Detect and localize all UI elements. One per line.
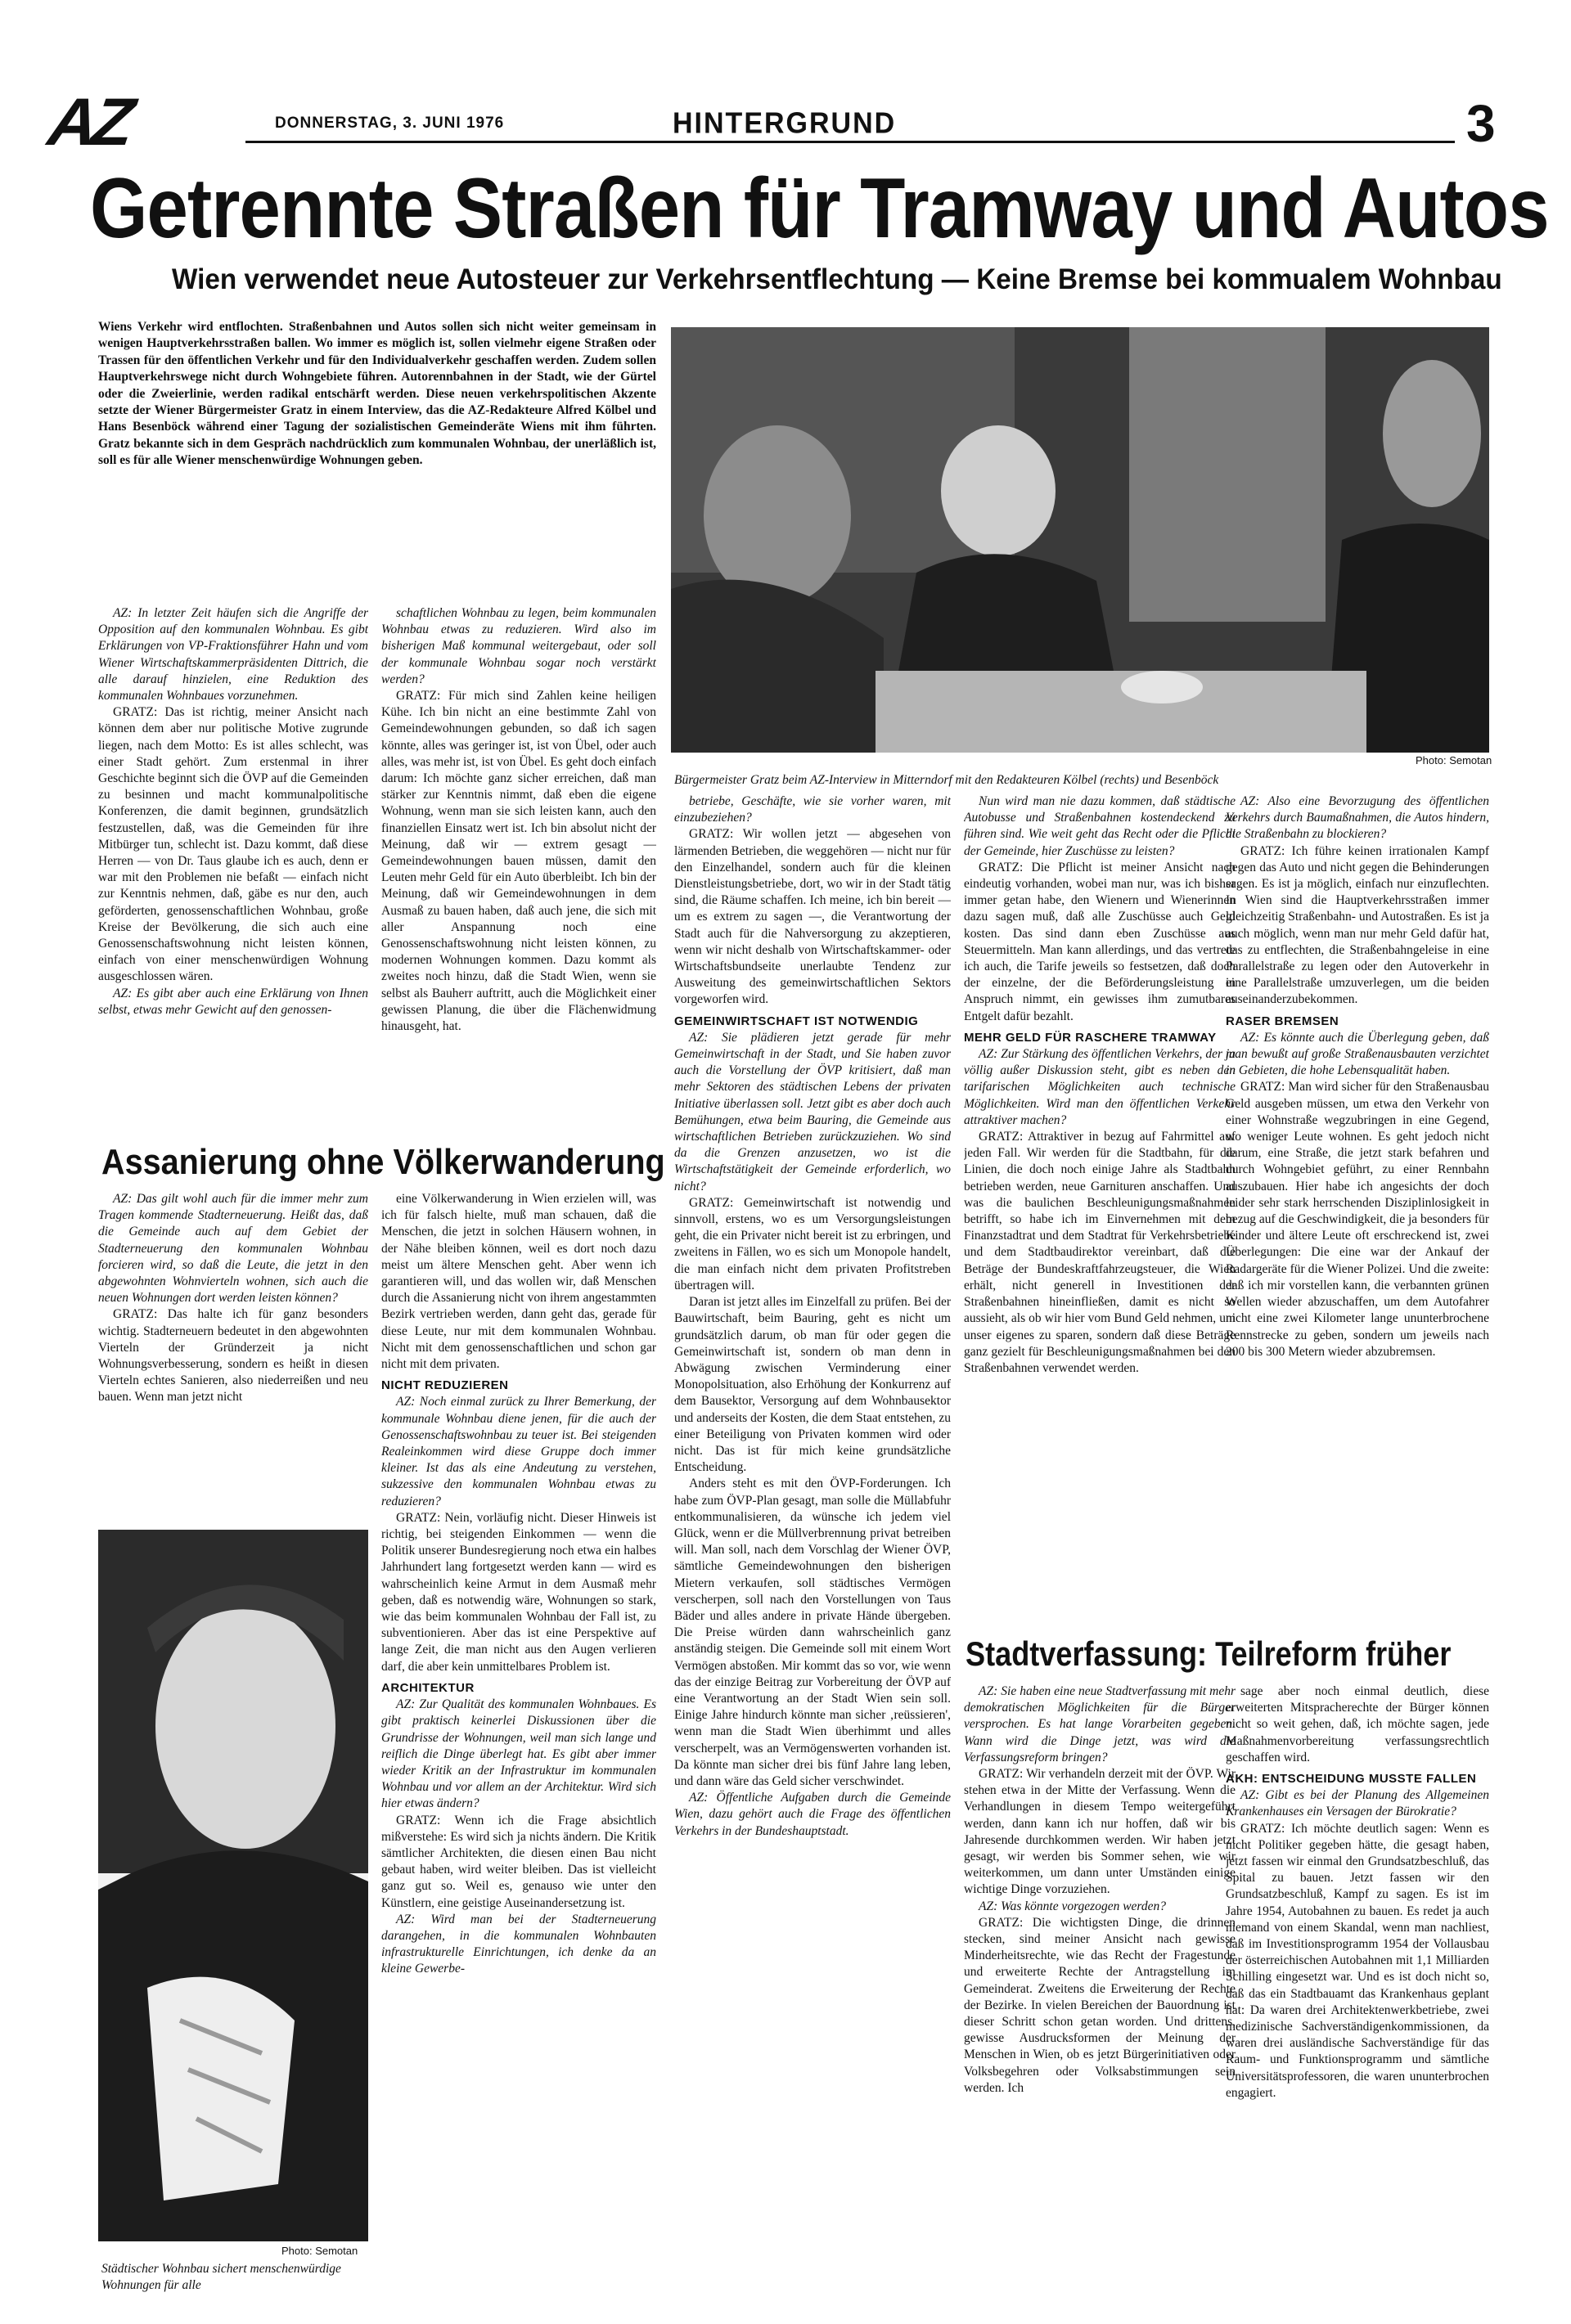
paragraph: AZ: Das gilt wohl auch für die immer mehr zum Tragen kommende Stadterneuerung. Heißt das, daß die Gemeinde auch auf dem Gebiet der Stadterneuerung den kommunalen Wohnbau forcieren wird, so daß die Leute, die jetzt in den abgewohnten Wohnvierteln wohnen, sich auch die neuen Wohnungen dort werden leisten können? — [98, 1192, 368, 1306]
subheading: ARCHITEKTUR — [381, 1680, 475, 1695]
paragraph: AZ: Zur Qualität des kommunalen Wohnbaues. Es gibt praktisch keinerlei Diskussionen über die Grundrisse der Wohnungen, weil man sich lange und reiflich die Dinge überlegt hat. Es gibt aber immer wieder Kritik an der Infrastruktur im kommunalen Wohnbau und vor allem an der Architektur. Wird sich hier etwas ändern? — [381, 1697, 656, 1811]
portrait-photo-image — [98, 1530, 368, 2241]
interview-photo-image — [671, 327, 1489, 753]
issue-date: DONNERSTAG, 3. JUNI 1976 — [275, 115, 505, 132]
column-1 — [98, 605, 368, 1137]
paragraph: AZ: In letzter Zeit häufen sich die Angriffe der Opposition auf den kommunalen Wohnbau. Es gibt Erklärungen von VP-Fraktionsführer Hahn und vom Wiener Wirtschaftskammerpräsidenten Dittrich, die alle darauf hinzielen, eine Reduktion des kommunalen Wohnbaues vorzunehmen. — [98, 606, 368, 703]
column-2 — [381, 605, 656, 1137]
section2-column-1 — [98, 1191, 368, 1535]
az-logo: AZ — [43, 85, 134, 160]
paragraph: AZ: Also eine Bevorzugung des öffentlichen Verkehrs durch Baumaßnahmen, die Autos hindern, die Straßenbahn zu blockieren? — [1226, 794, 1489, 842]
page-number: 3 — [1466, 94, 1496, 153]
paragraph: GRATZ: Ich führe keinen irrationalen Kampf gegen das Auto und nicht gegen die Behinderungen sagen. Es ist ja möglich, einfach nur einzuflechten. In Wien sind die Hauptverkehrsstraßen immer gleichzeitig Straßenbahn- und Autostraßen. Es ist ja auch möglich, wenn man nur mehr Geld dafür hat, das zu entflechten, die Straßenbahngeleise in eine Parallelstraße zu legen oder den Autoverkehr in eine Parallelstraße umzuverlegen, um die beiden auseinanderzubekommen. — [1226, 843, 1489, 1007]
main-photo-caption: Bürgermeister Gratz beim AZ-Interview in Mitterndorf mit den Redakteuren Kölbel (rechts) und Besenböck — [674, 773, 1219, 787]
paragraph: GRATZ: Ich möchte deutlich sagen: Wenn es nicht Politiker gegeben hätte, die gesagt haben, jetzt fassen wir einmal den Grundsatzbeschluß, das Spital zu bauen. Jetzt fassen wir den Grundsatzbeschluß, Kampf zu sagen. Es ist im Jahre 1954, Autobahnen zu bauen. Es redet ja auch niemand von einem Skandal, wenn man nachliest, daß im Investitionsprogramm 1954 der Vollausbau der österreichischen Autobahnen mit 1,1 Milliarden Schilling eingesetzt war. Und es ist doch nicht so, daß das ein Stadtbauamt das Krankenhaus geplant hat: Da waren drei Architektenwerkbetriebe, zwei medizinische Sachverständigenkommissionen, da waren drei ausländische Sachverständige für das Raum- und Funktionsprogramm und sämtliche Universitätsprofessoren, die waren ununterbrochen engagiert. — [1226, 1821, 1489, 2100]
masthead-rule — [245, 141, 1455, 143]
section-name: HINTERGRUND — [673, 107, 897, 140]
paragraph: GRATZ: Gemeinwirtschaft ist notwendig und sinnvoll, erstens, wo es um Versorgungsleistungen geht, die ein Privater nicht bereit ist zu erbringen, und zweitens in Fällen, wo es sich um Monopole handelt, die man einfach nicht dem privaten Profitstreben übertragen will. — [674, 1195, 951, 1292]
interview-photo — [671, 327, 1489, 753]
subheading: RASER BREMSEN — [1226, 1014, 1339, 1028]
section3-column-1 — [964, 1683, 1236, 2289]
subheading: AKH: ENTSCHEIDUNG MUSSTE FALLEN — [1226, 1772, 1477, 1787]
subheadline: Wien verwendet neue Autosteuer zur Verkehrsentflechtung — Keine Bremse bei kommualem Wohnbau — [172, 263, 1502, 295]
column-4 — [964, 793, 1236, 1628]
portrait-photo — [98, 1530, 368, 2241]
paragraph: AZ: Sie haben eine neue Stadtverfassung mit mehr demokratischen Möglichkeiten für die Bürger versprochen. Es hat lange Vorarbeiten gegeben. Wann wird die Dinge jetzt, was wird die Verfassungsreform bringen? — [964, 1684, 1236, 1764]
paragraph: AZ: Gibt es bei der Planung des Allgemeinen Krankenhauses ein Versagen der Bürokratie? — [1226, 1788, 1489, 1819]
main-photo-credit: Photo: Semotan — [1416, 754, 1492, 766]
paragraph: GRATZ: Man wird sicher für den Straßenausbau Geld ausgeben müssen, um etwa den Verkehr von einer Wohnstraße wegzubringen in eine Gegend, wo weniger Leute wohnen. Es geht jedoch nicht darum, eine Straße, die jetzt stark befahren und durch Wohngebiet geführt, zu einer Rennbahn auszubauen. Hier habe ich angesichts der doch leider sehr stark herrschenden Disziplinlosigkeit in bezug auf die Geschwindigkeit, die ja besonders für Kinder und ältere Leute oft erschreckend ist, zwei Überlegungen: Die eine war der Ankauf der Radargeräte für die Wiener Polizei. Und die zweite: daß ich mir vorstellen kann, die verbannten grünen Wellen wieder abzuschaffen, um dem Autofahrer nicht eine zwei Kilometer lange ununterbrochene Rennstrecke zu geben, sondern um jeweils nach 200 bis 300 Metern wieder abzubremsen. — [1226, 1080, 1489, 1359]
paragraph: GRATZ: Wir verhandeln derzeit mit der ÖVP. Wir stehen etwa in der Mitte der Verfassung. Wenn die Verhandlungen in diesem Tempo weitergeführt werden, dann kann ich nur hoffen, daß wir bis Jahresende durchkommen werden. Wir haben jetzt gesagt, wir werden bis Sommer sehen, wie wir weiterkommen, um dann unter Umständen einige wichtige Dinge vorzuziehen. — [964, 1767, 1236, 1897]
paragraph: betriebe, Geschäfte, wie sie vorher waren, mit einzubeziehen? — [674, 794, 951, 825]
paragraph: AZ: Was könnte vorgezogen werden? — [979, 1899, 1167, 1913]
paragraph: GRATZ: Das halte ich für ganz besonders wichtig. Stadterneuern bedeutet in den abgewohnten Vierteln der Gründerzeit ja nicht Wohnungsverbesserung, sondern es heißt in diesen Vierteln echtes Sanieren, also niederreißen und neu bauen. Wenn man jetzt nicht — [98, 1307, 368, 1405]
headline: Getrennte Straßen für Tramway und Autos — [90, 161, 1549, 256]
paragraph: Daran ist jetzt alles im Einzelfall zu prüfen. Bei der Bauwirtschaft, beim Bauring, geht es nicht um grundsätzlich darum, ob man für oder gegen die Gemeinwirtschaft ist, sondern ob man denn in Abwägung zwischen Verminderung einer Monopolsituation, also Erhöhung der Konkurrenz auf dem Bausektor, Versorgung auf dem Wohnbausektor und anderseits der Kosten, die dem Staat entstehen, zu einer Beteiligung von Privaten kommen wird oder nicht. Das ist für mich keine grundsätzliche Entscheidung. — [674, 1295, 951, 1475]
section-heading-stadtverfassung: Stadtverfassung: Teilreform früher — [966, 1634, 1452, 1673]
paragraph: AZ: Öffentliche Aufgaben durch die Gemeinde Wien, dazu gehört auch die Frage des öffentlichen Verkehrs in der Bundeshauptstadt. — [674, 1791, 951, 1838]
paragraph: eine Völkerwanderung in Wien erzielen will, was ich für falsch hielte, muß man schauen, daß die Menschen, die jetzt in solchen Häusern wohnen, in der Nähe bleiben können, weil es dort noch dazu meist um ältere Menschen geht. Aber wenn ich garantieren will, und das wollen wir, daß Menschen durch die Assanierung nicht von ihrem angestammten Bezirk vertrieben werden, dann geht das, gerade für diese Leute, nur mit dem kommunalen Wohnbau. Nicht mit dem genossenschaftlichen und schon gar nicht mit dem privaten. — [381, 1192, 656, 1372]
paragraph: AZ: Noch einmal zurück zu Ihrer Bemerkung, der kommunale Wohnbau diene jenen, für die auch der Genossenschaftswohnbau zu teuer ist. Bei steigenden Realeinkommen wird diese Gruppe doch immer kleiner. Ist das als eine Andeutung zu verstehen, sukzessive den kommunalen Wohnbau etwas zu reduzieren? — [381, 1395, 656, 1508]
subheading: GEMEINWIRTSCHAFT IST NOTWENDIG — [674, 1014, 919, 1028]
paragraph: GRATZ: Die wichtigsten Dinge, die drinnen stecken, sind meiner Ansicht nach gewisse Minderheitsrechte, wie das Recht der Fragestunde und erweiterte Rechte der Antragstellung im Gemeinderat. Zweitens die Erweiterung der Rechte der Bezirke. In vielen Bereichen der Bauordnung ist dieser Schritt schon getan worden. Und drittens, gewisse Ausdrucksformen der Meinung der Menschen in Wien, ob es jetzt Bürgerinitiativen oder Volksbegehren oder Volksabstimmungen sein werden. Ich — [964, 1915, 1236, 2095]
paragraph: GRATZ: Für mich sind Zahlen keine heiligen Kühe. Ich bin nicht an eine bestimmte Zahl von Gemeindewohnungen gebunden, so daß ich sagen könnte, alles was geringer ist, ist von Übel, oder auch alles, was mehr ist, ist von Übel. Es geht doch einfach darum: Ich möchte ganz sicher erreichen, daß man stärker zur Kenntnis nimmt, daß eben die eigene Wohnung, wenn man sie sich leisten kann, auch den finanziellen Einsatz wert ist. Ich bin absolut nicht der Meinung, daß wir — extrem gesagt — Gemeindewohnungen bauen müssen, damit den Leuten mehr Geld für ein Auto überbleibt. Ich bin der Meinung, daß wir Gemeindewohnungen in dem Ausmaß zu bauen haben, daß auch jene, die sich mit aller Anspannung noch eine Genossenschaftswohnung nicht leisten können, zu modernen Wohnungen kommen. Dazu kommt als zweites noch hinzu, daß die Stadt Wien, wenn sie selbst als Bauherr auftritt, auch die Möglichkeit einer gewissen Planung, die über die Flächenwidmung hinausgeht, hat. — [381, 689, 656, 1034]
paragraph: GRATZ: Die Pflicht ist meiner Ansicht nach eindeutig vorhanden, wobei man nur, was ich bisher immer getan habe, den Wienern und Wienerinnen dazu sagen muß, daß alle Zuschüsse auch Geld kosten. Das sind dann eben Zuschüsse aus Steuermitteln. Man kann allerdings, und das vertrete ich auch, die Tarife jeweils so festsetzen, daß doch der einzelne, der die Beförderungsleistung in Anspruch nimmt, ein gewisses ihm zumutbares Entgelt dafür bezahlt. — [964, 860, 1236, 1023]
section3-column-2 — [1226, 1683, 1489, 2289]
article-intro: Wiens Verkehr wird entflochten. Straßenbahnen und Autos sollen sich nicht weiter gemeinsam in wenigen Hauptverkehrsstraßen ballen. Wo immer es möglich ist, sollen vielmehr eigene Straßen oder Trassen für den öffentlichen Verkehr und für den Individualverkehr geschaffen werden. Zudem sollen Hauptverkehrswege nicht durch Wohngebiete führen. Autorennbahnen in der Stadt, wie der Gürtel oder die Zweierlinie, werden radikal entschärft werden. Diese neuen verkehrspolitischen Akzente setzte der Wiener Bürgermeister Gratz in einem Interview, das die AZ-Redakteure Alfred Kölbel und Hans Besenböck während einer Tagung der sozialistischen Gemeinderäte Wiens mit ihm führten. Gratz bekannte sich in dem Gespräch nachdrücklich zum kommunalen Wohnbau, der unerläßlich ist, soll es für alle Wiener menschenwürdige Wohnungen geben. — [98, 320, 656, 468]
paragraph: GRATZ: Attraktiver in bezug auf Fahrmittel auf jeden Fall. Wir werden für die Stadtbahn, für die Linien, die doch noch einige Jahre als Stadtbahn betrieben werden, neue Garnituren anschaffen. Und was die baulichen Beschleunigungsmaßnahmen betrifft, so habe ich im Einvernehmen mit dem Finanzstadtrat und dem Stadtrat für Verkehrsbetriebe und dem Stadtbaudirektor vereinbart, daß die Beträge der Bundeskraftfahrzeugsteuer, die Wien erhält, nicht generell in Investitionen der Straßenbahnen hineinfließen, damit es nicht so aussieht, als ob wir hier vom Bund Geld nehmen, um unser eigenes zu sparen, sondern daß diese Beträge ganz gezielt für Beschleunigungsmaßnahmen bei den Straßenbahnen verwendet werden. — [964, 1130, 1236, 1375]
column-3 — [674, 793, 951, 2282]
column-5 — [1226, 793, 1489, 1628]
paragraph: schaftlichen Wohnbau zu legen, beim kommunalen Wohnbau etwas zu reduzieren. Wird also im bisherigen Maß kommunal weitergebaut, oder soll der kommunale Wohnbau sogar noch verstärkt werden? — [381, 606, 656, 686]
portrait-photo-credit: Photo: Semotan — [281, 2245, 358, 2257]
section2-column-2 — [381, 1191, 656, 2287]
paragraph: AZ: Zur Stärkung des öffentlichen Verkehrs, der ja völlig außer Diskussion steht, gibt es neben den tarifarischen Möglichkeiten auch technische Möglichkeiten. Wird man den öffentlichen Verkehr attraktiver machen? — [964, 1047, 1236, 1127]
paragraph: Anders steht es mit den ÖVP-Forderungen. Ich habe zum ÖVP-Plan gesagt, man solle die Müllabfuhr entkommunalisieren, da wünsche ich jedem viel Glück, wenn er die Müllverbrennung privat betreiben will. Man soll, nach dem Vorschlag der Wiener ÖVP, sämtliche Gemeindewohnungen den bisherigen Mietern verkaufen, soll städtisches Vermögen verscherpen, soll nach den Vorstellungen von Taus Bäder und alles andere in private Hände übergeben. Die Preise würden dann wahrscheinlich ganz anständig steigen. Die Gemeinde soll mit einem Wort Vermögen abstoßen. Mir kommt das so vor, wie wenn das der einzige Beitrag zur Vorbereitung der ÖVP auf eine Verantwortung an der Stadt Wien sein soll. Einige Jahre hindurch könnte man sicher ‚reüssieren', wenn man die Stadt Wien überhimmt und alles verscherpelt, was an Vermögenswerten vorhanden ist. Da könnte man sicher drei bis fünf Jahre lang leben, und dann wäre das Geld sicher verschwindet. — [674, 1477, 951, 1788]
subheading: MEHR GELD FÜR RASCHERE TRAMWAY — [964, 1030, 1217, 1045]
paragraph: AZ: Es gibt aber auch eine Erklärung von Ihnen selbst, etwas mehr Gewicht auf den genossen- — [98, 986, 368, 1017]
paragraph: GRATZ: Wenn ich die Frage absichtlich mißverstehe: Es wird sich ja nichts ändern. Die Kritik sämtlicher Architekten, die diesen einen Bau nicht gebaut haben, wird weiter bleiben. Das ist vielleicht ganz gut so. Weil es, genauso wie unter den Künstlern, eine geistige Auseinandersetzung ist. — [381, 1813, 656, 1910]
paragraph: GRATZ: Wir wollen jetzt — abgesehen von lärmenden Betrieben, die weggehören — nicht nur für den Einzelhandel, sondern auch für die kleinen Dienstleistungsbetriebe, dort, wo wir in der Stadt tätig sind, die Räume schaffen. Ich meine, ich bin bereit — um es extrem zu sagen —, die Verantwortung der Stadt auch für die Nahversorgung zu akzeptieren, wenn wir nicht deshalb von Wirtschaftskammer- oder Wirtschaftsbundseite unerlaubte Tendenz zur Ausweitung des gemeinwirtschaftlichen Sektors vorgeworfen wird. — [674, 827, 951, 1007]
portrait-photo-caption: Städtischer Wohnbau sichert menschenwürdige Wohnungen für alle — [101, 2262, 341, 2292]
paragraph: Nun wird man nie dazu kommen, daß städtische Autobusse und Straßenbahnen kostendeckend zu führen sind. Wie weit geht das Recht oder die Pflicht der Gemeinde, hier Zuschüsse zu leisten? — [964, 794, 1236, 858]
paragraph: GRATZ: Nein, vorläufig nicht. Dieser Hinweis ist richtig, bei steigenden Einkommen — wenn die Politik unserer Bundesregierung noch etwa ein halbes Jahrhundert lang fortgesetzt werden kann — wird es wahrscheinlich keine Armut in dem Ausmaß mehr geben, daß es notwendig wäre, Wohnungen so stark, wie das beim kommunalen Wohnbau der Fall ist, zu subventionieren. Aber das ist eine Perspektive auf lange Zeit, die man nicht aus den Augen verlieren darf, die aber kein unmittelbares Problem ist. — [381, 1510, 656, 1674]
paragraph: sage aber noch einmal deutlich, diese erweiterten Mitspracherechte der Bürger können nicht so weit gehen, daß, ich möchte sagen, jede Maßnahmenvorbereitung verfassungsrechtlich geschaffen wird. — [1226, 1684, 1489, 1764]
paragraph: AZ: Es könnte auch die Überlegung geben, daß man bewußt auf große Straßenausbauten verzichtet in Gebieten, die hohe Lebensqualität haben. — [1226, 1030, 1489, 1078]
subheading: NICHT REDUZIEREN — [381, 1378, 509, 1393]
paragraph: GRATZ: Das ist richtig, meiner Ansicht nach können dem aber nur politische Motive zugrunde liegen, nach dem Motto: Es ist alles schlecht, was einer Stadt gehört. Zum erstenmal in ihrer Geschichte beginnt sich die ÖVP auf die Gemeinden zu besinnen und macht kommunalpolitische Konferenzen, die damit beginnen, grundsätzlich festzustellen, daß, was die Gemeinden für ihre Mitbürger tun, schlecht ist. Dazu kommt, daß diese Herren — von Dr. Taus glaube ich es auch, denn er war mit den Problemen nie befaßt — einfach nicht zur Kenntnis nehmen, daß, gäbe es nur den, auch geförderten, genossenschaftlichen Wohnbau, große Kreise der Bevölkerung, die sich auch eine Genossenschaftswohnung nicht leisten können, einfach von einer menschenwürdigen Wohnung ausgeschlossen wären. — [98, 705, 368, 984]
section-heading-assanierung: Assanierung ohne Völkerwanderung — [101, 1142, 665, 1182]
paragraph: AZ: Sie plädieren jetzt gerade für mehr Gemeinwirtschaft in der Stadt, und Sie haben zuvor auch die Vorstellung der ÖVP kritisiert, daß man mehr Sektoren des städtischen Lebens der privaten Initiative überlassen soll. Jetzt gibt es aber doch auch Bemühungen, etwa beim Bauring, die Gemeinde aus wirtschaftlichen Betrieben zurückzuziehen. Wo sind da die Grenzen anzusetzen, wo ist die Wirtschaftstätigkeit der Gemeinde erforderlich, wo nicht? — [674, 1030, 951, 1193]
paragraph: AZ: Wird man bei der Stadterneuerung darangehen, in die kommunalen Wohnbauten infrastrukturelle Einrichtungen, ich denke da an kleine Gewerbe- — [381, 1912, 656, 1976]
